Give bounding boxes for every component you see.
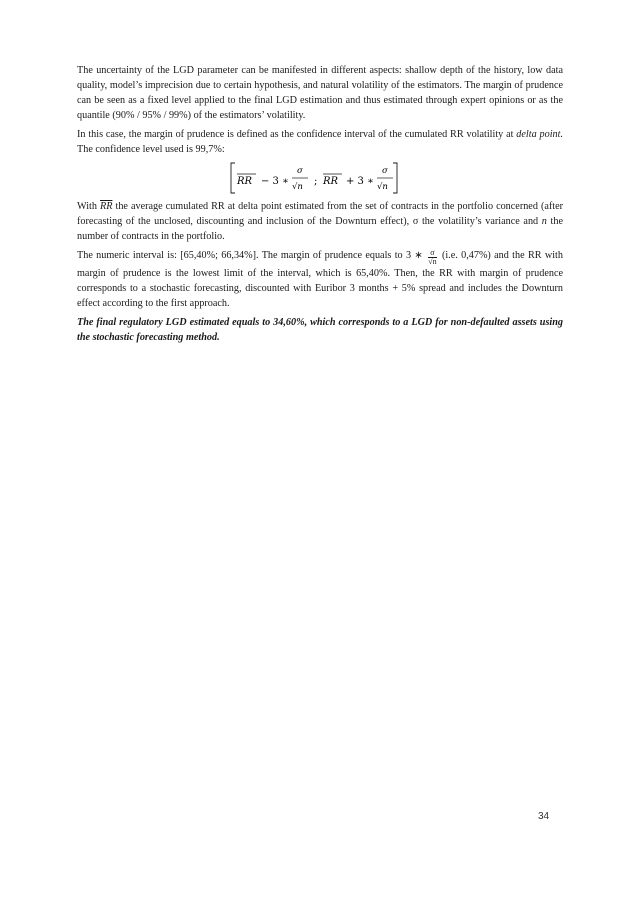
fraction-numerator: σ [428, 249, 436, 258]
n-symbol: n [541, 216, 547, 227]
sigma-symbol: σ [297, 166, 303, 176]
paragraph-rr-definition [77, 199, 563, 244]
document-body [77, 63, 563, 349]
text-span: The numeric interval is: [65,40%; 66,34%]. The margin of prudence equals to 3 ∗ [77, 250, 427, 261]
sqrt-n: √n [377, 182, 388, 192]
text-span: With [77, 201, 100, 212]
left-bracket [231, 163, 235, 193]
minus-term: − 3 ∗ [261, 176, 289, 187]
rr-symbol: RR [237, 176, 253, 187]
fraction-denominator: √n [428, 257, 437, 266]
delta-point-term: delta point. [516, 129, 563, 140]
paragraph-numeric-interval [77, 248, 563, 311]
text-span: (i.e. 0,47%) and the RR with margin of prudence is the lowest limit of the interval, which is 65,40%. Then, the RR with margin of prudence corresponds to a stochastic forecasting, discounted with Euribor 3 months + 5% spread and includes the Downturn effect according to the first approach. [77, 250, 563, 309]
sqrt-n: √n [292, 182, 303, 192]
text-span: The confidence level used is 99,7%: [77, 144, 225, 155]
text-span: the average cumulated RR at delta point estimated from the set of contracts in the portfolio concerned (after forecasting of the unclosed, discounting and inclusion of the Downturn effect), σ the volatility’s variance and [77, 201, 564, 227]
paragraph-margin-definition [77, 127, 563, 157]
plus-term: + 3 ∗ [346, 176, 374, 187]
text-span: In this case, the margin of prudence is defined as the confidence interval of the cumulated RR volatility at [77, 129, 517, 140]
confidence-interval-formula [77, 161, 563, 195]
rr-symbol: $\overline{RR}$ [100, 201, 113, 212]
page-number: 34 [538, 811, 550, 822]
sigma-symbol: σ [382, 166, 388, 176]
inline-fraction [428, 249, 436, 266]
right-bracket [393, 163, 397, 193]
separator: ; [314, 176, 318, 187]
paragraph-final-lgd: The final regulatory LGD estimated equals to 34,60%, which corresponds to a LGD for non-defaulted assets using the stochastic forecasting method. [77, 317, 563, 343]
formula-graphic [229, 161, 399, 195]
rr-symbol: RR [323, 176, 339, 187]
paragraph-uncertainty: The uncertainty of the LGD parameter can be manifested in different aspects: shallow depth of the history, low data quality, model’s imprecision due to certain hypothesis, and natural volatility of the estimators. The margin of prudence can be seen as a fixed level applied to the final LGD estimation and thus estimated through expert opinions or as the quantile (90% / 95% / 99%) of the estimators’ volatility. [77, 65, 563, 121]
text-span: the number of contracts in the portfolio. [77, 216, 563, 242]
